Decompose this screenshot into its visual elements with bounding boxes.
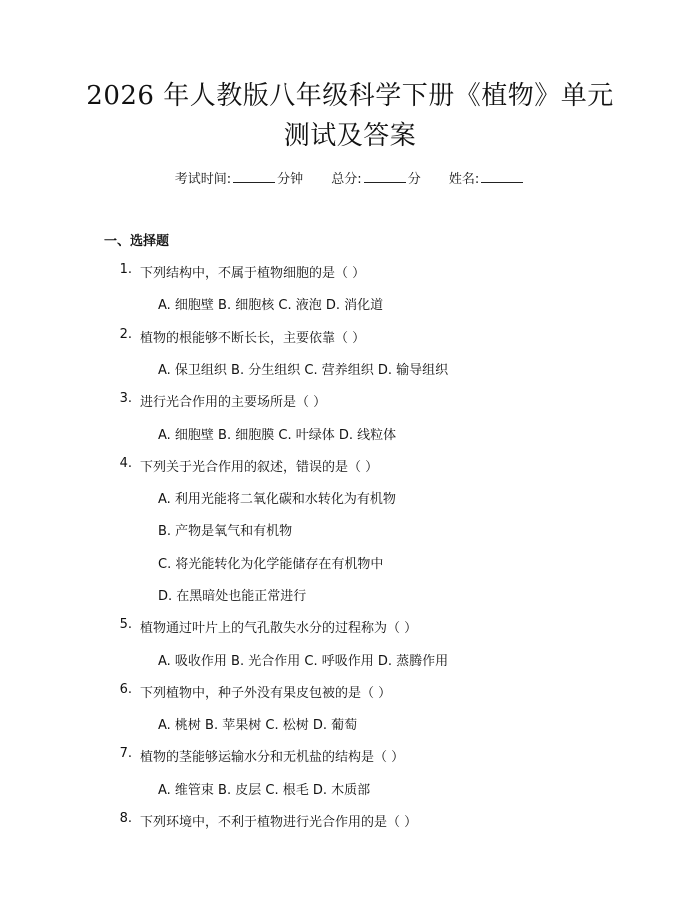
answer-options: A. 桃树 B. 苹果树 C. 松树 D. 葡萄 xyxy=(158,718,358,733)
total-score-label: 总分: xyxy=(331,172,362,187)
question-6 xyxy=(110,682,610,700)
answer-options: B. 产物是氧气和有机物 xyxy=(158,524,293,539)
question-number: 5. xyxy=(119,617,132,632)
exam-info-row xyxy=(0,168,700,187)
question-number: 7. xyxy=(119,746,132,761)
question-text: 下列关于光合作用的叙述，错误的是（ ） xyxy=(140,460,379,475)
question-8 xyxy=(110,811,610,829)
question-text: 进行光合作用的主要场所是（ ） xyxy=(140,395,327,410)
answer-options: A. 吸收作用 B. 光合作用 C. 呼吸作用 D. 蒸腾作用 xyxy=(158,654,449,669)
answer-options: A. 维管束 B. 皮层 C. 根毛 D. 木质部 xyxy=(158,783,371,798)
question-7 xyxy=(110,746,610,764)
total-score-field xyxy=(331,168,420,187)
question-3 xyxy=(110,391,610,409)
exam-time-unit: 分钟 xyxy=(277,172,304,187)
document-title xyxy=(60,76,640,156)
question-text: 植物的根能够不断长长，主要依靠（ ） xyxy=(140,331,366,346)
question-number: 3. xyxy=(119,391,132,406)
question-number: 4. xyxy=(119,456,132,471)
title-line-1: 2026 年人教版八年级科学下册《植物》单元 xyxy=(86,81,614,111)
question-number: 2. xyxy=(119,327,132,342)
exam-time-field xyxy=(175,168,303,187)
question-number: 1. xyxy=(119,262,132,277)
answer-options: D. 在黑暗处也能正常进行 xyxy=(158,589,307,604)
exam-time-blank xyxy=(233,169,275,183)
question-text: 植物通过叶片上的气孔散失水分的过程称为（ ） xyxy=(140,621,418,636)
answer-options: A. 细胞壁 B. 细胞膜 C. 叶绿体 D. 线粒体 xyxy=(158,428,397,443)
student-name-field xyxy=(449,168,525,187)
question-1 xyxy=(110,262,610,280)
question-text: 下列环境中，不利于植物进行光合作用的是（ ） xyxy=(140,815,418,830)
question-text: 植物的茎能够运输水分和无机盐的结构是（ ） xyxy=(140,750,405,765)
student-name-label: 姓名: xyxy=(448,172,480,187)
answer-options: A. 保卫组织 B. 分生组织 C. 营养组织 D. 输导组织 xyxy=(158,363,449,378)
question-number: 6. xyxy=(119,682,132,697)
total-score-blank xyxy=(364,169,406,183)
section-title: 一、选择题 xyxy=(104,234,170,249)
student-name-blank xyxy=(481,169,523,183)
title-line-2: 测试及答案 xyxy=(283,121,417,151)
exam-time-label: 考试时间: xyxy=(174,172,232,187)
total-score-unit: 分 xyxy=(407,172,421,187)
question-4 xyxy=(110,456,610,474)
answer-options: A. 细胞壁 B. 细胞核 C. 液泡 D. 消化道 xyxy=(158,298,384,313)
question-2 xyxy=(110,327,610,345)
question-text: 下列结构中，不属于植物细胞的是（ ） xyxy=(140,266,366,281)
question-5 xyxy=(110,617,610,635)
question-number: 8. xyxy=(119,811,132,826)
question-text: 下列植物中，种子外没有果皮包被的是（ ） xyxy=(140,686,392,701)
answer-options: A. 利用光能将二氧化碳和水转化为有机物 xyxy=(158,492,396,507)
answer-options: C. 将光能转化为化学能储存在有机物中 xyxy=(158,557,384,572)
